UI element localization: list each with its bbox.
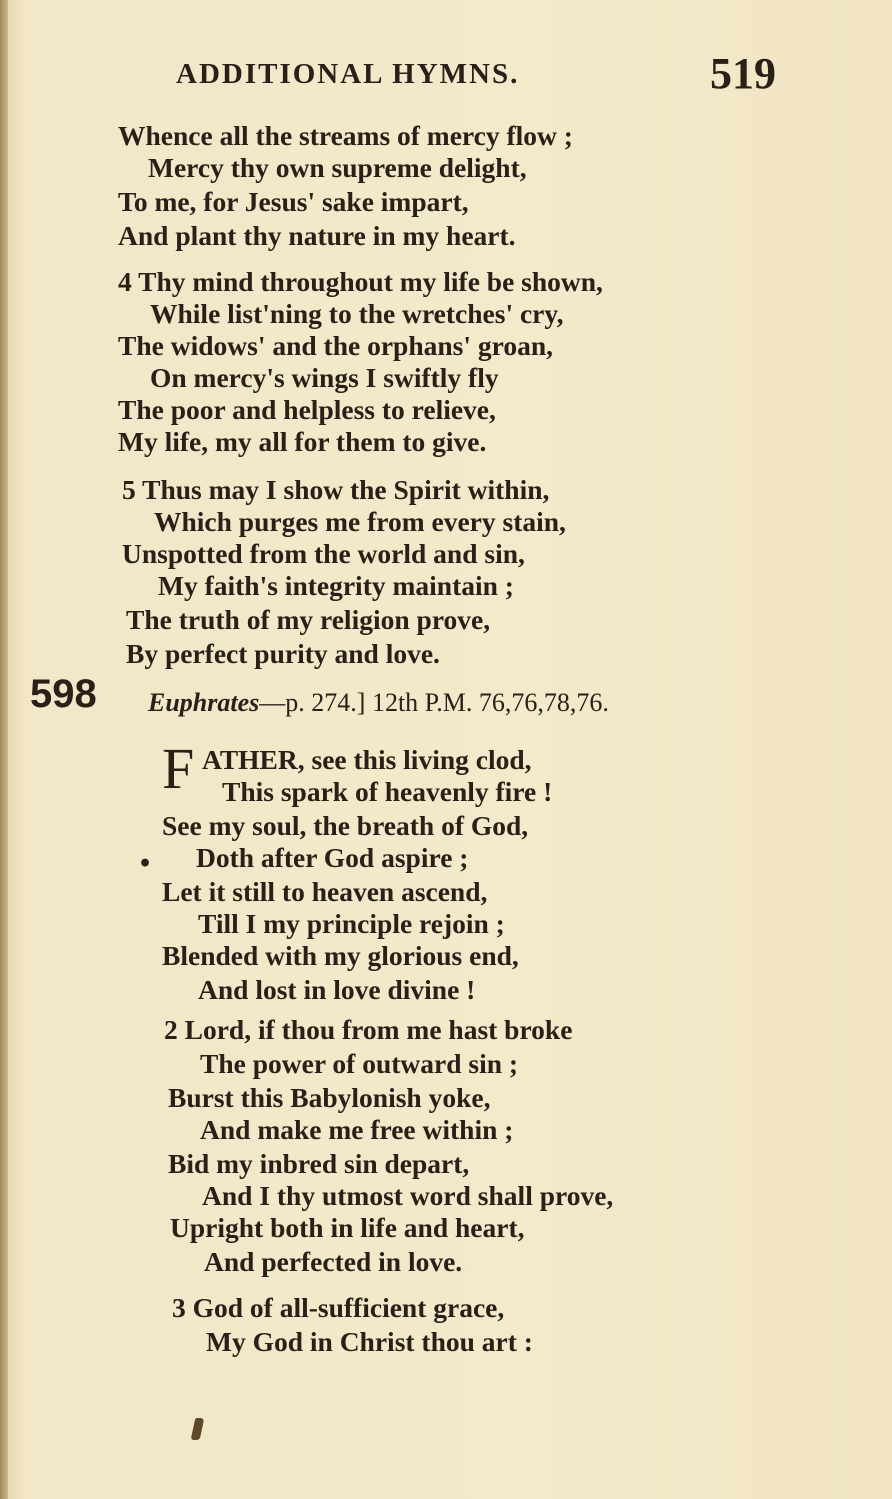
verse-line: My God in Christ thou art :: [206, 1326, 533, 1357]
verse-line: This spark of heavenly fire !: [222, 776, 553, 807]
verse-line: ATHER, see this living clod,: [202, 744, 532, 775]
verse-line: My life, my all for them to give.: [118, 426, 487, 457]
verse-line: The widows' and the orphans' groan,: [118, 330, 554, 361]
verse-line: By perfect purity and love.: [126, 638, 440, 669]
verse-line: Unspotted from the world and sin,: [122, 538, 525, 569]
verse-line: My faith's integrity maintain ;: [158, 570, 514, 601]
verse-line: Upright both in life and heart,: [170, 1212, 525, 1243]
verse-line: To me, for Jesus' sake impart,: [118, 186, 469, 217]
hymn-meter: 12th P.M. 76,76,78,76.: [371, 688, 609, 717]
verse-line: And perfected in love.: [204, 1246, 463, 1277]
page-reference: —p. 274.]: [259, 688, 366, 717]
hymn-tune-header: [148, 688, 609, 718]
stanza-first-line: 3 God of all-sufficient grace,: [172, 1292, 505, 1323]
verse-line: The truth of my religion prove,: [126, 604, 491, 635]
verse-line: Blended with my glorious end,: [162, 940, 519, 971]
verse-line: Burst this Babylonish yoke,: [168, 1082, 491, 1113]
verse-line: And lost in love divine !: [198, 974, 476, 1005]
verse-line: On mercy's wings I swiftly fly: [150, 362, 499, 393]
verse-line: Till I my principle rejoin ;: [198, 908, 505, 939]
verse-line: While list'ning to the wretches' cry,: [150, 298, 564, 329]
verse-line: Mercy thy own supreme delight,: [148, 152, 527, 183]
verse-line: And make me free within ;: [200, 1114, 514, 1145]
verse-line: Bid my inbred sin depart,: [168, 1148, 470, 1179]
verse-line: See my soul, the breath of God,: [162, 810, 529, 841]
verse-line: Whence all the streams of mercy flow ;: [118, 120, 573, 151]
page-header: [176, 48, 776, 98]
verse-line: The power of outward sin ;: [200, 1048, 519, 1079]
verse-line: The poor and helpless to relieve,: [118, 394, 496, 425]
drop-cap: F: [162, 736, 195, 801]
stanza-first-line: 5 Thus may I show the Spirit within,: [122, 474, 550, 505]
stanza-first-line: 4 Thy mind throughout my life be shown,: [118, 266, 603, 297]
ink-speck: [191, 1418, 205, 1440]
verse-line: And plant thy nature in my heart.: [118, 220, 516, 251]
page-binding-edge: [0, 0, 8, 1499]
tune-name: Euphrates: [148, 688, 260, 717]
verse-line: Doth after God aspire ;: [196, 842, 469, 873]
verse-line: Which purges me from every stain,: [154, 506, 566, 537]
bullet-mark: •: [138, 851, 153, 877]
verse-line: And I thy utmost word shall prove,: [202, 1180, 614, 1211]
running-title: ADDITIONAL HYMNS.: [176, 58, 520, 90]
verse-line: Let it still to heaven ascend,: [162, 876, 488, 907]
page-number: 519: [710, 49, 776, 98]
hymn-number: 598: [30, 672, 97, 716]
stanza-first-line: 2 Lord, if thou from me hast broke: [164, 1014, 573, 1045]
